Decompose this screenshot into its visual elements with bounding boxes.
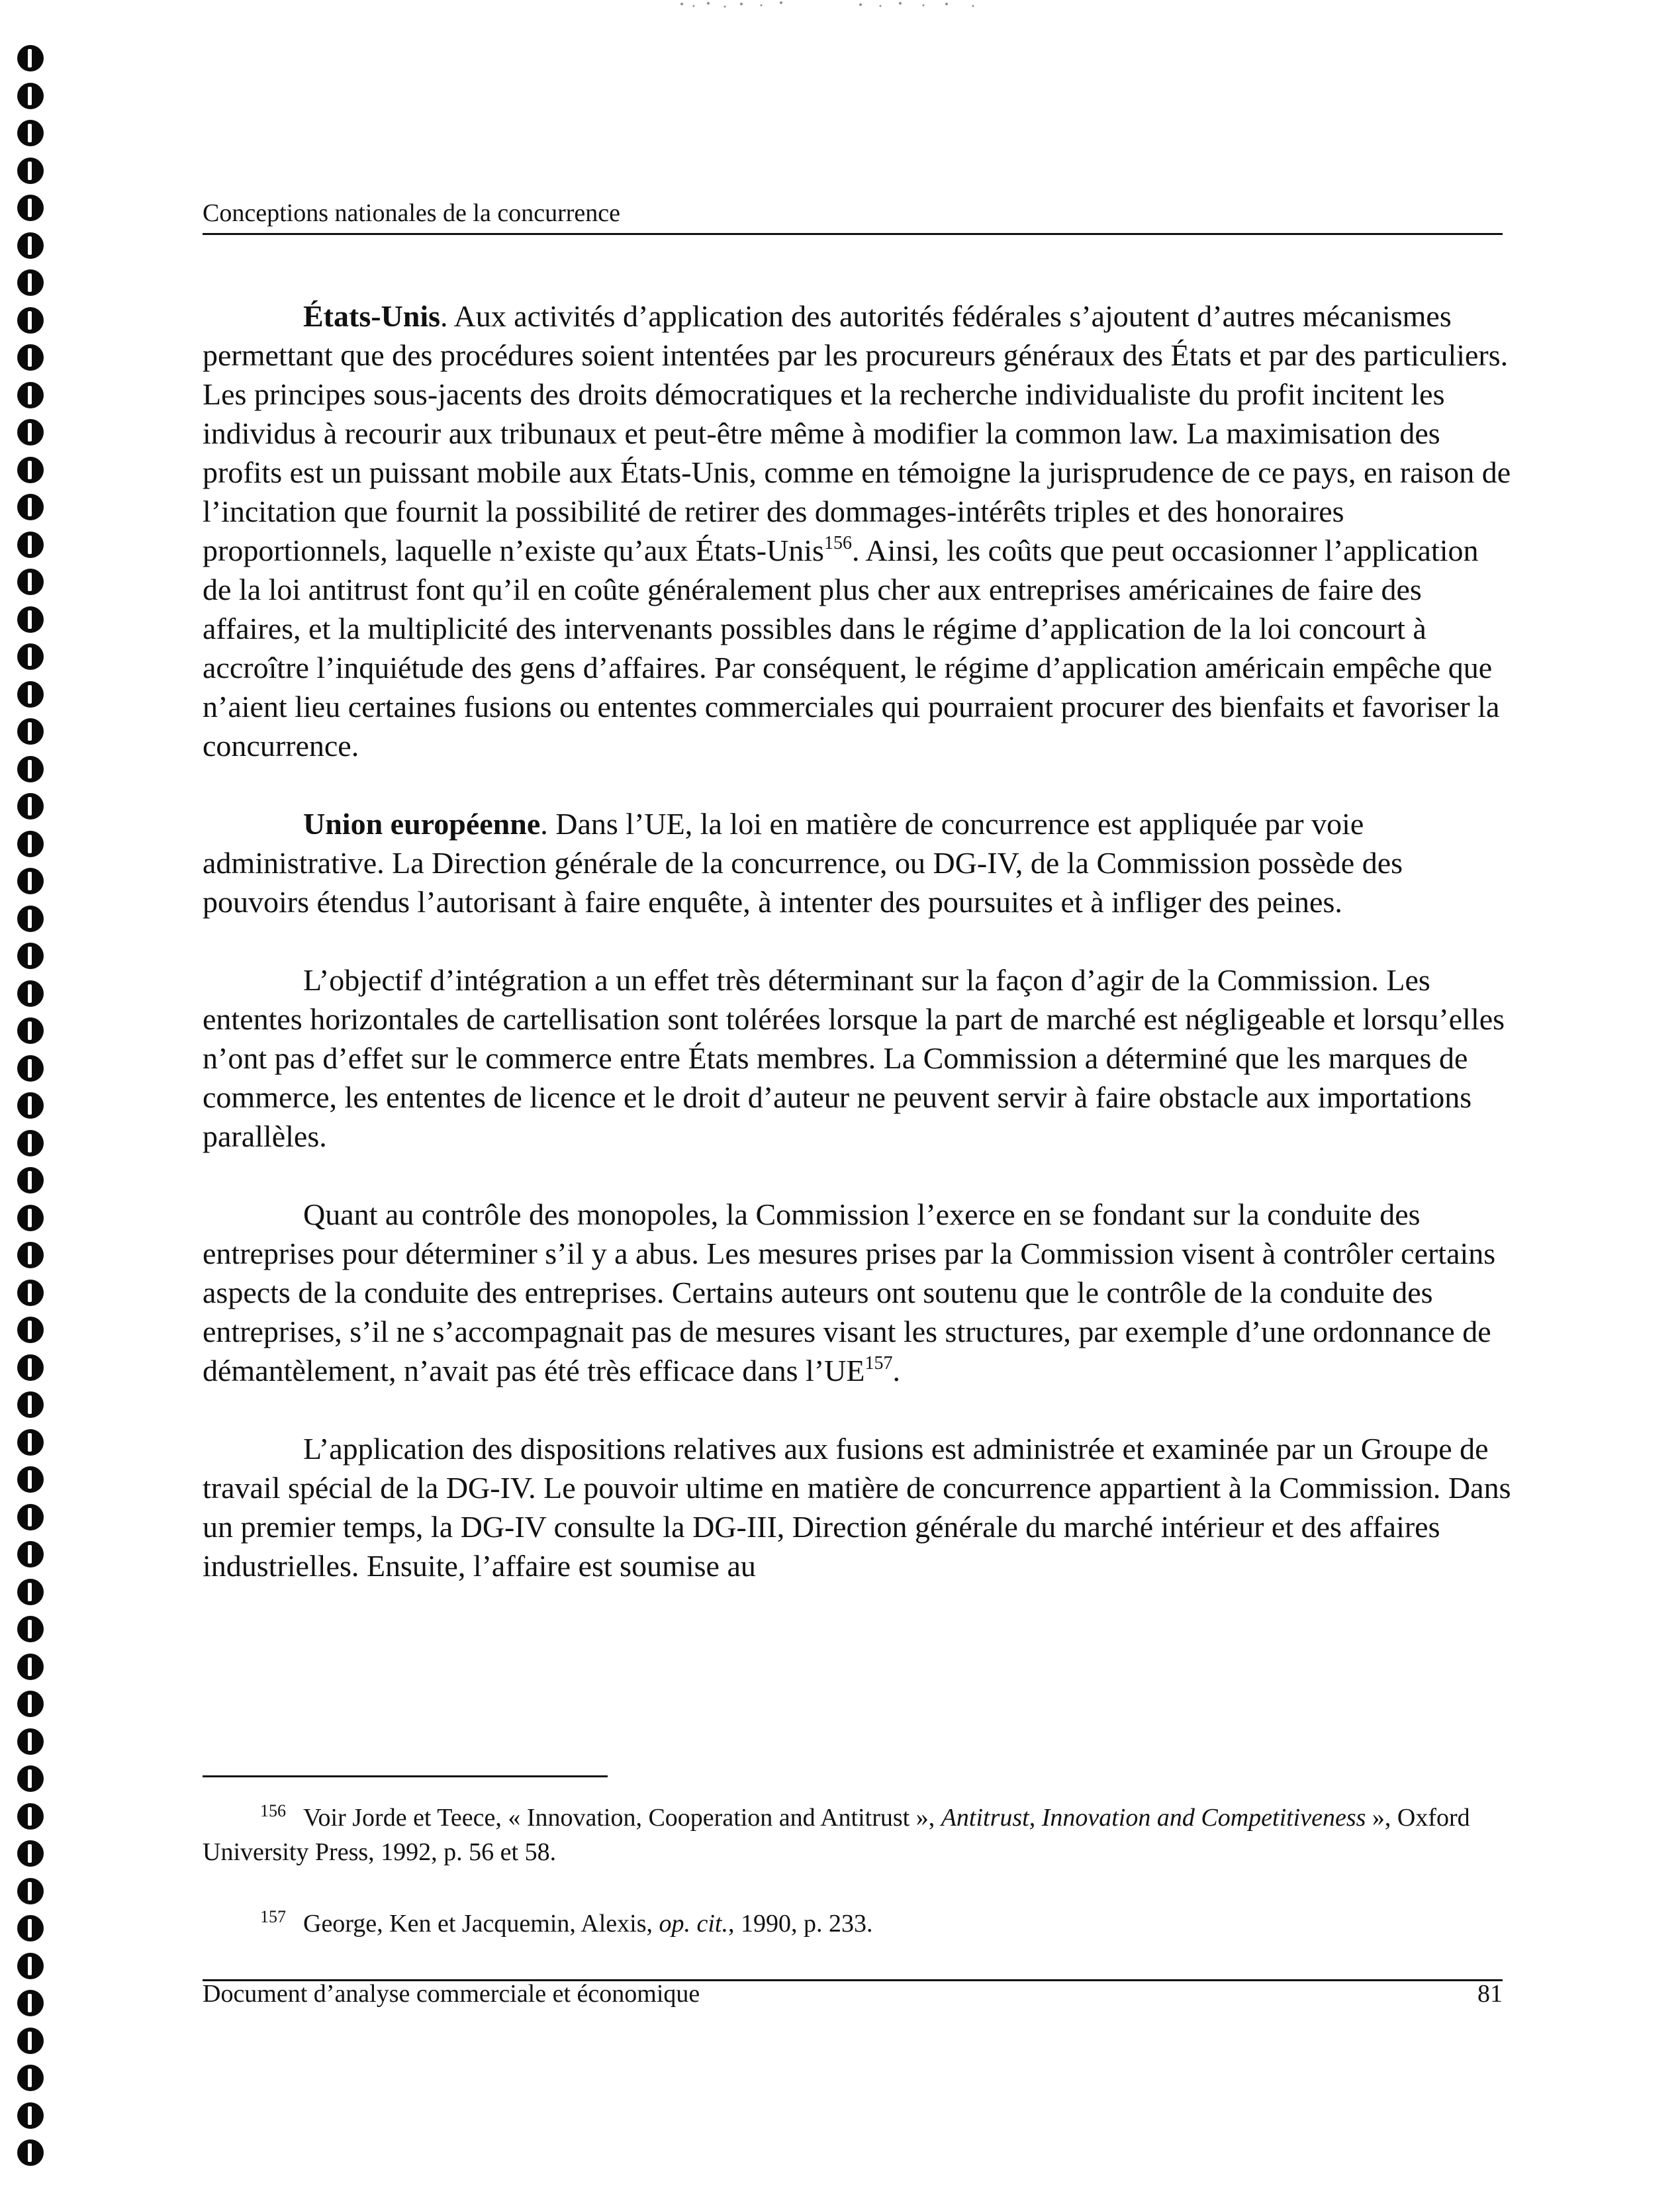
footnote-text: », Oxford University Press, 1992, p. 56 et 58. [203,1804,1470,1866]
binding-hole [17,793,44,820]
binding-hole [17,868,44,894]
binding-hole [17,494,44,520]
binding-hole [17,718,44,745]
binding-hole [17,1691,44,1717]
paragraph-text: Quant au contrôle des monopoles, la Commission l’exerce en se fondant sur la conduite des entreprises pour déterminer s’il y a abus. Les mesures prises par la Commission visent à contrôler certains aspects de la conduite des entreprises. Certains auteurs ont soutenu que le contrôle de la conduite des entreprises, s’il ne s’accompagnait pas de mesures visant les structures, par exemple d’une ordonnance de démantèlement, n’avait pas été très efficace dans l’UE [203,1197,1496,1387]
paragraph-etats-unis [203,297,1513,765]
binding-hole [17,831,44,857]
paragraph-text: L’application des dispositions relatives aux fusions est administrée et examinée par un Groupe de travail spécial de la DG-IV. Le pouvoir ultime en matière de concurrence appartient à la Commission. Dans un premier temps, la DG-IV consulte la DG-III, Direction générale du marché intérieur et des affaires industrielles. Ensuite, l’affaire est soumise au [203,1432,1511,1583]
binding-hole [17,943,44,969]
binding-hole [17,1242,44,1268]
footer-title: Document d’analyse commerciale et économique [203,1980,700,2008]
footnote-157 [203,1906,1513,1941]
binding-hole [17,1953,44,1979]
paragraph-text: L’objectif d’intégration a un effet très déterminant sur la façon d’agir de la Commission. Les ententes horizontales de cartellisation sont tolérées lorsque la part de marché est négligeable et lorsqu’elles n’ont pas d’effet sur le commerce entre États membres. La Commission a déterminé que les marques de commerce, les ententes de licence et le droit d’auteur ne peuvent servir à faire obstacle aux importations parallèles. [203,963,1505,1153]
binding-hole [17,1317,44,1343]
binding-hole [17,1915,44,1942]
paragraph-lead: Union européenne [303,807,541,841]
binding-hole [17,1055,44,1082]
binding-hole [17,1840,44,1867]
binding-hole [17,158,44,184]
binding-hole [17,906,44,932]
footnote-text: , 1990, p. 233. [727,1910,873,1938]
binding-hole [17,1990,44,2016]
footnote-italic: Antitrust, Innovation and Competitiveness [941,1804,1366,1832]
paragraph-union-europeenne [203,804,1513,921]
paragraph-fusions [203,1429,1513,1585]
binding-hole [17,1616,44,1642]
binding-hole [17,1092,44,1119]
paragraph-text: . Ainsi, les coûts que peut occasionner l’application de la loi antitrust font qu’il en coûte généralement plus cher aux entreprises américaines de faire des affaires, et la multiplicité des intervenants possibles dans le régime d’application de la loi concourt à accroître l’inquiétude des gens d’affaires. Par conséquent, le régime d’application américain empêche que n’aient lieu certaines fusions ou ententes commerciales qui pourraient procurer des bienfaits et favoriser la concurrence. [203,534,1500,763]
binding-hole [17,532,44,558]
binding-hole [17,1280,44,1306]
binding-hole [17,45,44,71]
binding-hole [17,1391,44,1418]
binding-hole [17,382,44,408]
footnote-156 [203,1801,1513,1869]
binding-hole [17,269,44,296]
binding-hole [17,307,44,334]
binding-hole [17,2139,44,2166]
binding-hole [17,1354,44,1381]
footnote-rule [203,1775,608,1777]
binding-hole [17,1654,44,1680]
binding-hole [17,2102,44,2129]
body-text [203,297,1513,1624]
scan-artifact [662,0,1006,13]
page-number: 81 [1477,1980,1503,2008]
binding-hole [17,344,44,371]
footnote-number [203,1801,303,1835]
running-header: Conceptions nationales de la concurrence [203,199,620,227]
binding-hole [17,756,44,782]
paragraph-text: . Aux activités d’application des autorités fédérales s’ajoutent d’autres mécanismes permettant que des procédures soient intentées par les procureurs généraux des États et par des particuliers. Les principes sous-jacents des droits démocratiques et la recherche individualiste du profit incitent les individus à recourir aux tribunaux et peut-être même à modifier la common law. La maximisation des profits est un puissant mobile aux États-Unis, comme en témoigne la jurisprudence de ce pays, en raison de l’incitation que fournit la possibilité de retirer des dommages-intérêts triples et des honoraires proportionnels, laquelle n’existe qu’aux États-Unis [203,299,1511,567]
binding-holes [17,45,46,2190]
binding-hole [17,1017,44,1044]
footnote-number-text: 156 [260,1801,286,1820]
binding-hole [17,1878,44,1904]
binding-hole [17,195,44,221]
binding-hole [17,419,44,445]
binding-hole [17,1803,44,1830]
binding-hole [17,1504,44,1530]
binding-hole [17,1130,44,1156]
binding-hole [17,1429,44,1456]
binding-hole [17,1466,44,1493]
binding-hole [17,2028,44,2054]
footnote-number [203,1906,303,1941]
footnote-text: George, Ken et Jacquemin, Alexis, [303,1910,659,1938]
binding-hole [17,606,44,633]
binding-hole [17,1167,44,1194]
footnote-italic: op. cit. [659,1910,728,1938]
paragraph-monopoles [203,1195,1513,1390]
header-rule [203,233,1503,235]
binding-hole [17,1205,44,1231]
binding-hole [17,2065,44,2091]
paragraph-text: . Dans l’UE, la loi en matière de concurrence est appliquée par voie administrative. La Direction générale de la concurrence, ou DG-IV, de la Commission possède des pouvoirs étendus l’autorisant à faire enquête, à intenter des poursuites et à infliger des peines. [203,807,1403,919]
footnote-ref: 157 [864,1353,893,1374]
binding-hole [17,980,44,1007]
paragraph-text: . [892,1354,900,1387]
binding-hole [17,120,44,146]
footnote-number-text: 157 [260,1907,286,1926]
binding-hole [17,1765,44,1792]
paragraph-objectif [203,960,1513,1156]
footnote-text: Voir Jorde et Teece, « Innovation, Cooperation and Antitrust », [303,1804,941,1832]
binding-hole [17,681,44,708]
binding-hole [17,1728,44,1755]
binding-hole [17,1579,44,1605]
binding-hole [17,1541,44,1568]
paragraph-lead: États-Unis [303,299,441,333]
binding-hole [17,232,44,259]
binding-hole [17,569,44,595]
footnote-ref: 156 [823,533,852,553]
binding-hole [17,643,44,670]
binding-hole [17,457,44,483]
binding-hole [17,83,44,109]
